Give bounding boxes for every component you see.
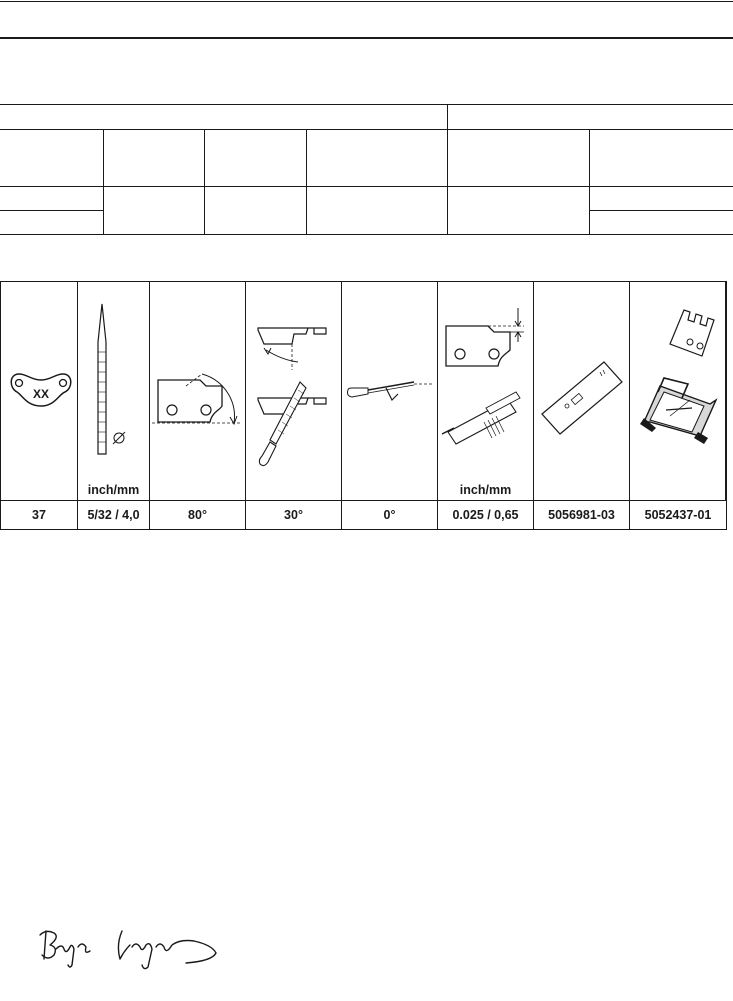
tool-cell-round-file (78, 282, 150, 500)
marking-label: XX (32, 387, 50, 401)
file-holder-angle-value: 0° (342, 501, 438, 530)
depth-gauge-icon (438, 282, 534, 500)
signature (36, 925, 226, 973)
spec-table (0, 104, 733, 235)
tool-values-row (1, 500, 726, 530)
round-file-icon (78, 282, 150, 500)
tool-cell-filing-angle (246, 282, 342, 500)
tool-cell-depth-gauge (438, 282, 534, 500)
depth-gauge-tool-icon (534, 282, 630, 500)
tool-cell-depth-gauge-tool (534, 282, 630, 500)
file-angle-value: 80° (150, 501, 246, 530)
tool-cell-filing-template (630, 282, 726, 500)
top-rule (0, 1, 733, 2)
depth-gauge-unit: inch/mm (459, 483, 512, 497)
header-rule (0, 37, 733, 39)
filing-angle-icon (246, 282, 342, 500)
filing-angle-value: 30° (246, 501, 342, 530)
tool-cell-drive-link (1, 282, 78, 500)
filing-template-icon (630, 282, 726, 500)
tool-cell-file-holder (342, 282, 438, 500)
filing-template-part-number: 5052437-01 (644, 508, 712, 522)
file-diameter-unit: inch/mm (87, 483, 140, 497)
tool-table (0, 281, 727, 530)
drive-link-value: 37 (1, 501, 78, 530)
file-diameter-value: 5/32 / 4,0 (78, 501, 150, 530)
tool-cell-file-angle (150, 282, 246, 500)
depth-gauge-tool-part-number: 5056981-03 (534, 501, 630, 530)
spec-table-grid (0, 104, 733, 235)
file-angle-icon (150, 282, 246, 500)
file-holder-icon (342, 282, 438, 500)
drive-link-marking-icon (1, 282, 78, 500)
depth-gauge-value: 0.025 / 0,65 (438, 501, 534, 530)
